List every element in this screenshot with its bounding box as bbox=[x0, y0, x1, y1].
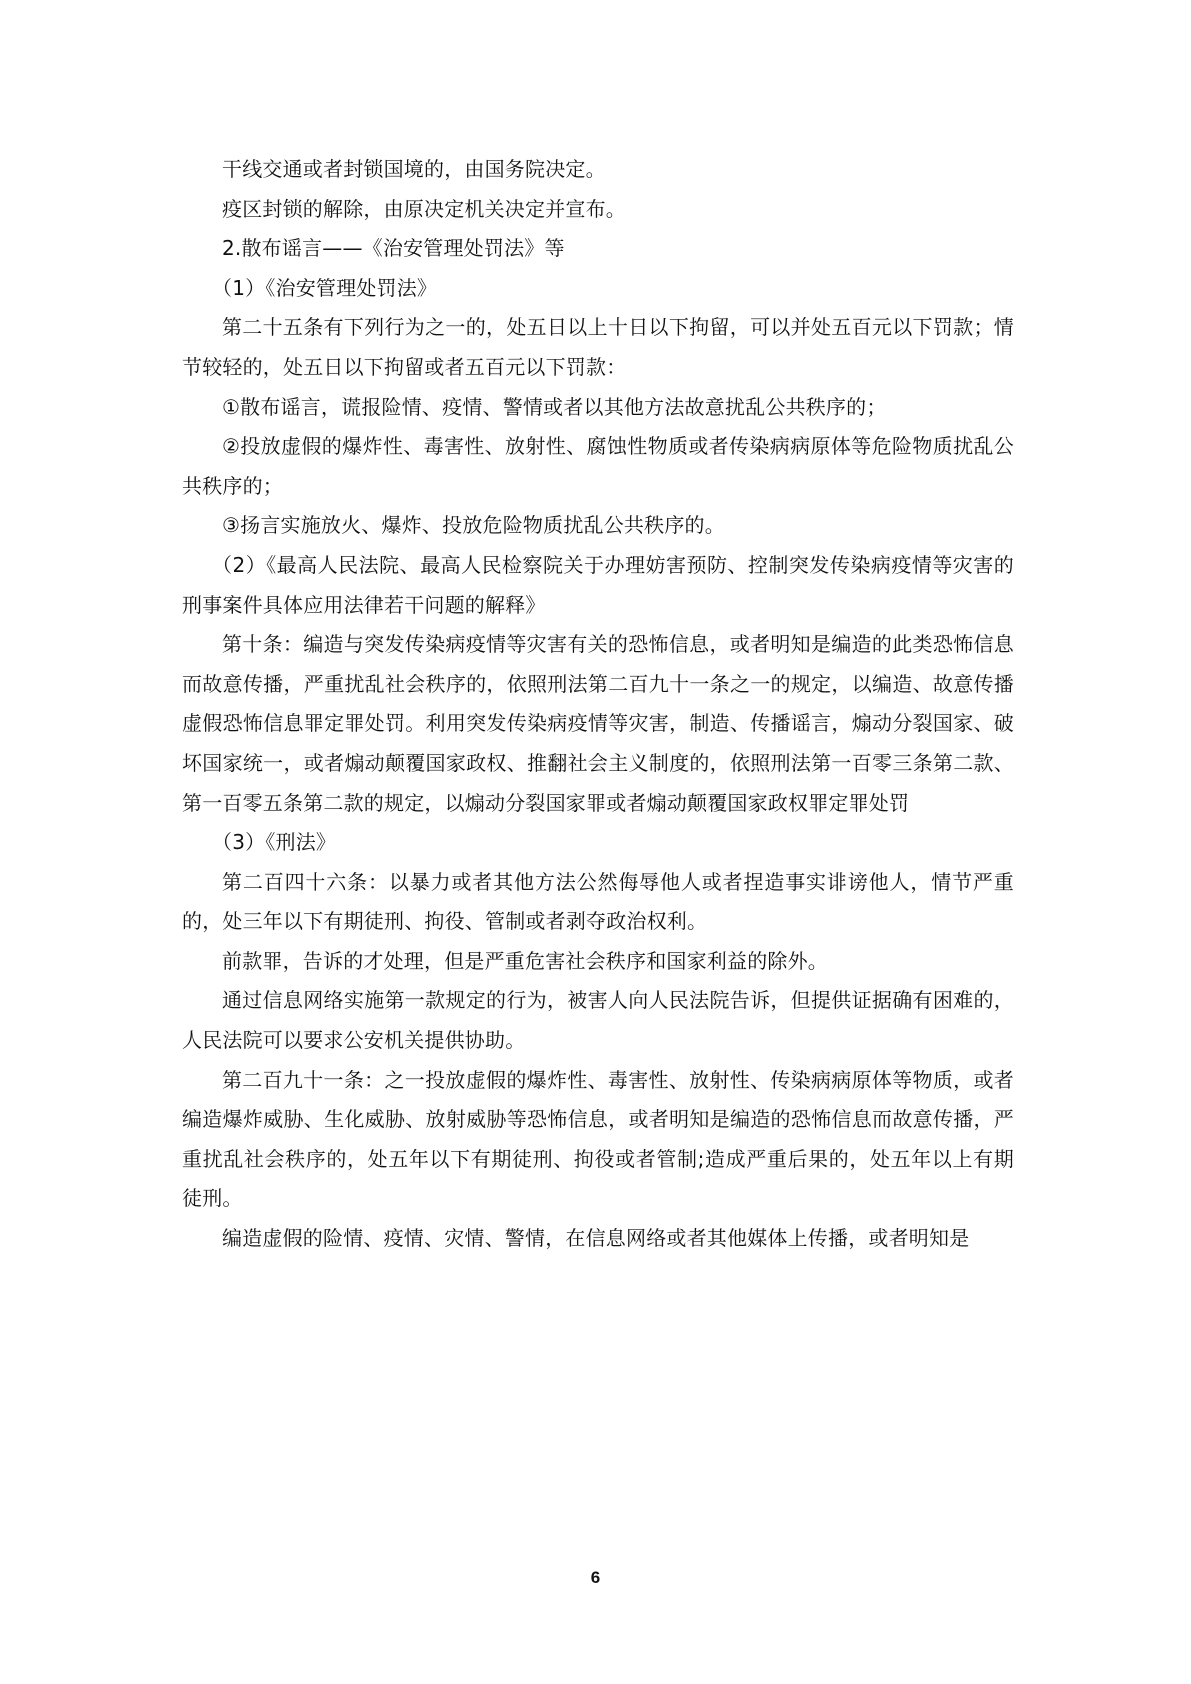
paragraph: 第十条：编造与突发传染病疫情等灾害有关的恐怖信息，或者明知是编造的此类恐怖信息而故意传播，严重扰乱社会秩序的，依照刑法第二百九十一条之一的规定，以编造、故意传播虚假恐怖信息罪定罪处罚。利用突发传染病疫情等灾害，制造、传播谣言，煽动分裂国家、破坏国家统一，或者煽动颠覆国家政权、推翻社会主义制度的，依照刑法第一百零三条第二款、第一百零五条第二款的规定，以煽动分裂国家罪或者煽动颠覆国家政权罪定罪处罚 bbox=[182, 632, 1014, 815]
paragraph: 干线交通或者封锁国境的，由国务院决定。 bbox=[222, 157, 606, 181]
section-heading: 2.散布谣言——《治安管理处罚法》等 bbox=[222, 236, 565, 261]
document-body bbox=[182, 150, 1014, 1259]
list-item: ①散布谣言，谎报险情、疫情、警情或者以其他方法故意扰乱公共秩序的； bbox=[222, 394, 887, 419]
subsection-heading: （1）《治安管理处罚法》 bbox=[212, 275, 438, 300]
paragraph: 第二十五条有下列行为之一的，处五日以上十日以下拘留，可以并处五百元以下罚款；情节较轻的，处五日以下拘留或者五百元以下罚款： bbox=[182, 315, 1014, 379]
subsection-heading: （3）《刑法》 bbox=[212, 830, 337, 855]
paragraph: 第二百九十一条：之一投放虚假的爆炸性、毒害性、放射性、传染病病原体等物质，或者编造爆炸威胁、生化威胁、放射威胁等恐怖信息，或者明知是编造的恐怖信息而故意传播，严重扰乱社会秩序的，处五年以下有期徒刑、拘役或者管制;造成严重后果的，处五年以上有期徒刑。 bbox=[182, 1067, 1015, 1211]
list-item: ③扬言实施放火、爆炸、投放危险物质扰乱公共秩序的。 bbox=[222, 513, 725, 538]
paragraph: 第二百四十六条：以暴力或者其他方法公然侮辱他人或者捏造事实诽谤他人，情节严重的，处三年以下有期徒刑、拘役、管制或者剥夺政治权利。 bbox=[182, 869, 1014, 934]
paragraph: 通过信息网络实施第一款规定的行为，被害人向人民法院告诉，但提供证据确有困难的，人民法院可以要求公安机关提供协助。 bbox=[182, 988, 1014, 1053]
list-item: ②投放虚假的爆炸性、毒害性、放射性、腐蚀性物质或者传染病病原体等危险物质扰乱公共秩序的； bbox=[182, 434, 1014, 498]
page-number: 6 bbox=[590, 1568, 601, 1587]
paragraph: 前款罪，告诉的才处理，但是严重危害社会秩序和国家利益的除外。 bbox=[222, 948, 828, 973]
subsection-heading: （2）《最高人民法院、最高人民检察院关于办理妨害预防、控制突发传染病疫情等灾害的刑事案件具体应用法律若干问题的解释》 bbox=[182, 552, 1014, 617]
paragraph: 疫区封锁的解除，由原决定机关决定并宣布。 bbox=[222, 196, 626, 221]
paragraph: 编造虚假的险情、疫情、灾情、警情，在信息网络或者其他媒体上传播，或者明知是 bbox=[222, 1226, 970, 1251]
